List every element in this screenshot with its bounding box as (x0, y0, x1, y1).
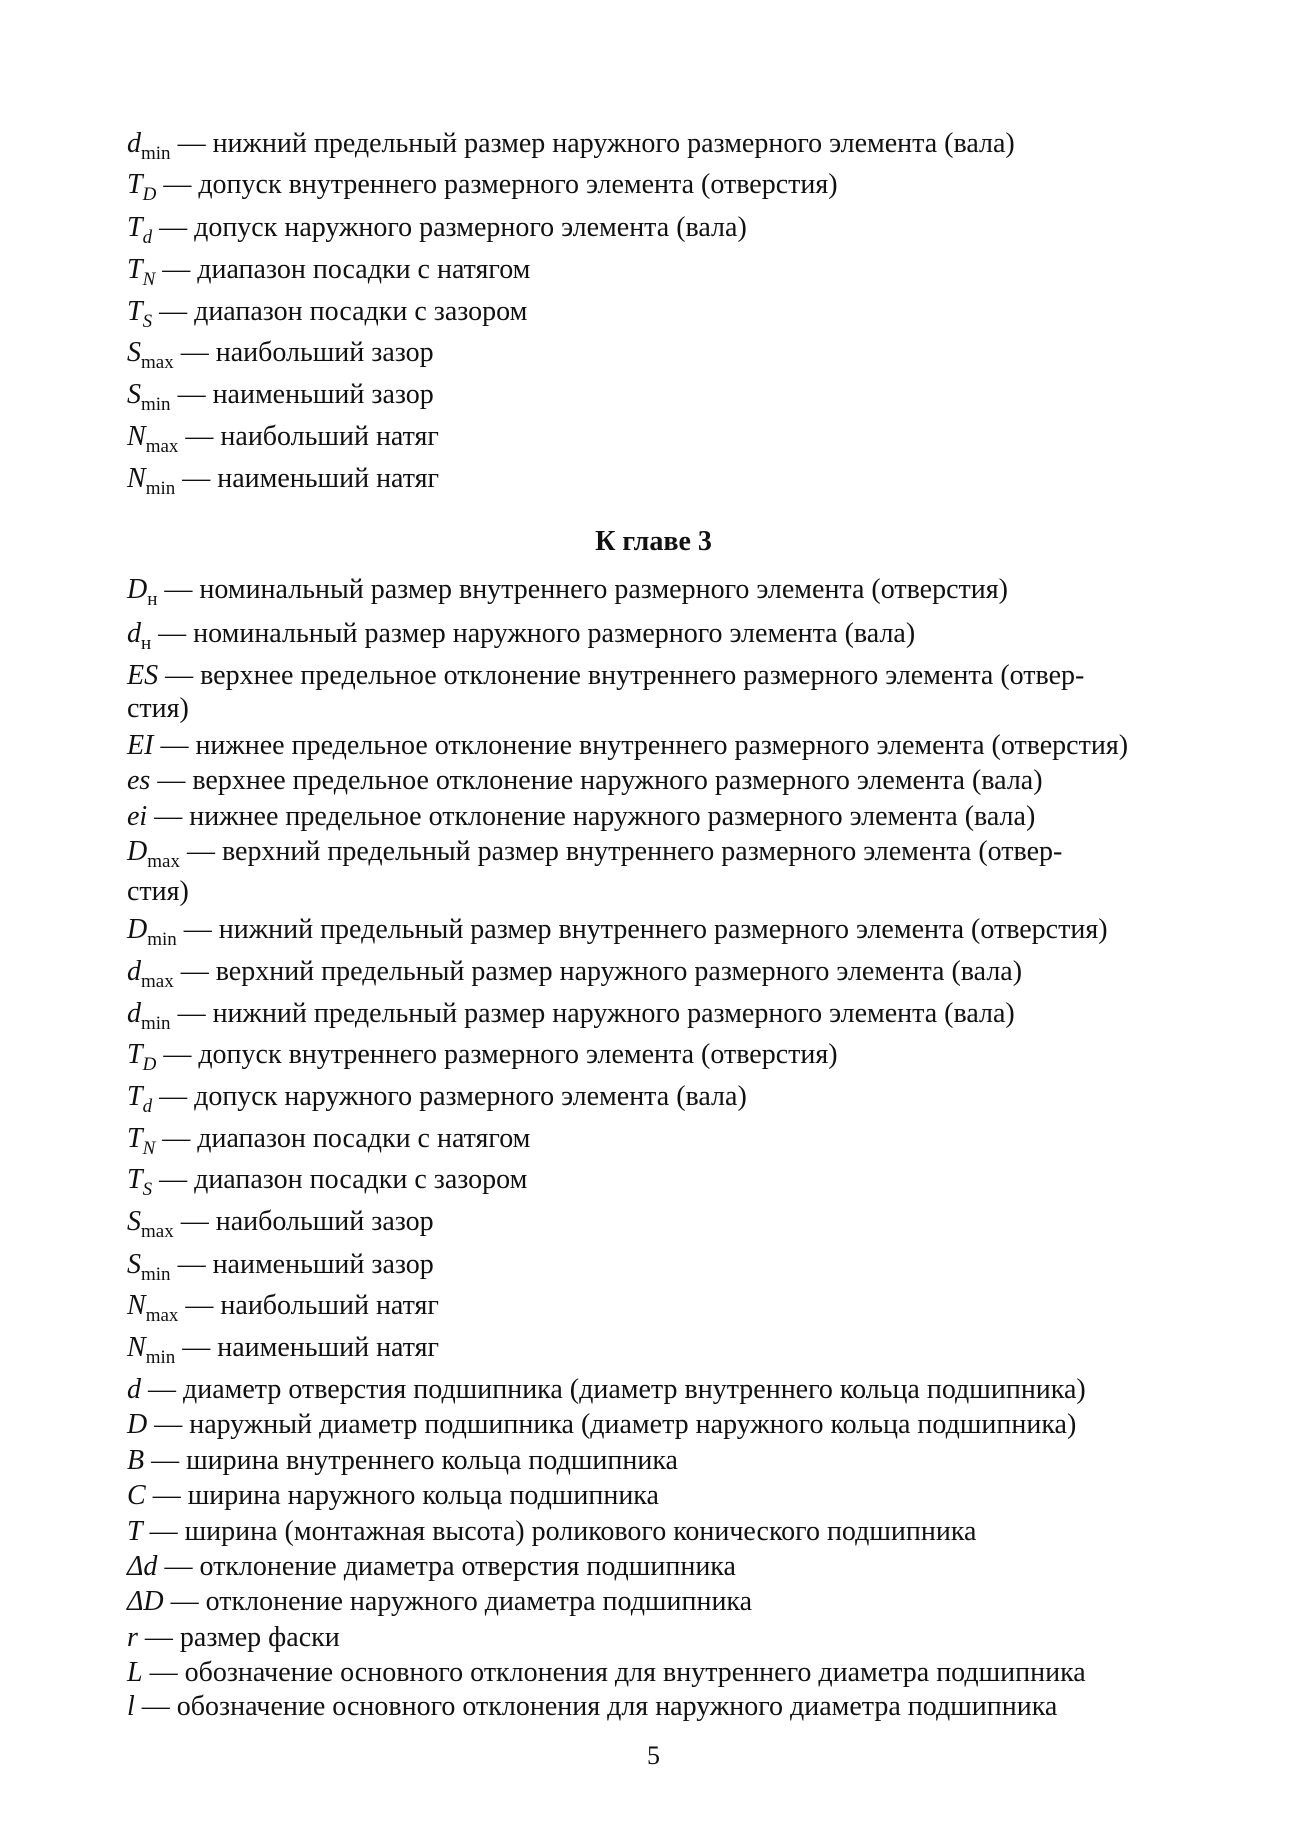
symbol: d (127, 956, 141, 988)
definition-text: — допуск наружного размерного элемента (вала) (152, 1081, 747, 1113)
symbol-definition (127, 1550, 736, 1584)
symbol-definition (127, 168, 838, 206)
symbol: N (127, 420, 146, 452)
symbol: S (127, 336, 141, 368)
symbol-subscript: max (145, 1305, 179, 1327)
symbol: C (127, 1480, 146, 1512)
symbol: T (127, 254, 143, 286)
symbol-definition (127, 1122, 531, 1159)
symbol: D (127, 574, 148, 605)
definition-text: — наименьший зазор (170, 1248, 434, 1280)
symbol-definition (127, 1289, 439, 1327)
symbol-definition (127, 1585, 752, 1619)
symbol: ei (127, 800, 148, 832)
definition-text: — обозначение основного отклонения для наружного диаметра подшипника (134, 1691, 1058, 1723)
symbol-definition (127, 955, 1023, 993)
symbol-definition (127, 336, 434, 373)
symbol: D (127, 835, 148, 867)
symbol: d (127, 617, 141, 649)
definition-text: — нижний предельный размер наружного размерного элемента (вала) (170, 997, 1015, 1029)
definition-text: — наибольший натяг (178, 1290, 439, 1322)
symbol-definition (127, 211, 747, 248)
symbol: D (127, 913, 148, 945)
definition-text: — номинальный размер наружного размерного элемента (вала) (151, 617, 916, 649)
definition-text: — номинальный размер внутреннего размерного элемента (отверстия) (157, 574, 1008, 605)
symbol: T (127, 1122, 143, 1154)
symbol: EI (127, 729, 154, 761)
symbol-definition (127, 659, 1084, 693)
symbol: d (127, 997, 141, 1029)
symbol-subscript: N (142, 269, 156, 291)
symbol-definition (127, 1656, 1086, 1690)
symbol-definition (127, 764, 1043, 798)
symbol-definition (127, 1444, 678, 1478)
symbol-subscript: d (142, 1096, 153, 1118)
symbol-subscript: N (142, 1137, 156, 1159)
definition-text: — нижний предельный размер наружного размерного элемента (вала) (170, 127, 1015, 159)
symbol-subscript: min (141, 1012, 171, 1034)
definition-text: — верхний предельный размер наружного размерного элемента (вала) (173, 956, 1023, 988)
symbol: T (127, 1164, 143, 1195)
symbol-subscript: min (141, 394, 171, 416)
symbol-subscript: d (142, 226, 153, 248)
definition-text: — наименьший натяг (175, 463, 439, 495)
definition-text: — допуск наружного размерного элемента (вала) (152, 211, 747, 243)
definition-text: — диапазон посадки с зазором (152, 295, 528, 327)
symbol: es (127, 765, 151, 797)
definition-text: — наименьший зазор (170, 379, 434, 411)
definition-text: — допуск внутреннего размерного элемента (отверстия) (156, 169, 838, 201)
definition-text: — обозначение основного отклонения для внутреннего диаметра подшипника (142, 1657, 1086, 1689)
definition-text: — отклонение диаметра отверстия подшипника (157, 1551, 736, 1583)
symbol: D (127, 1409, 148, 1441)
symbol-definition (127, 1038, 838, 1075)
definition-text: — наибольший натяг (178, 420, 439, 452)
symbol-definition (127, 1373, 1086, 1407)
section-heading: К главе 3 (595, 526, 712, 557)
symbol-subscript: S (142, 310, 153, 332)
symbol-definition (127, 800, 1035, 834)
symbol: T (127, 211, 143, 243)
symbol-definition (127, 1331, 439, 1368)
definition-text: — верхнее предельное отклонение внутреннего размерного элемента (отвер- (158, 660, 1085, 692)
definition-text: — наименьший натяг (175, 1331, 439, 1363)
symbol-definition (127, 378, 434, 416)
symbol-subscript: min (145, 478, 176, 500)
symbol: ES (127, 660, 159, 692)
symbol-definition (127, 420, 439, 457)
symbol: S (127, 1206, 141, 1238)
symbol-definition (127, 1408, 1076, 1442)
symbol-subscript: max (145, 435, 179, 457)
symbol: N (127, 463, 146, 495)
definition-text: — диаметр отверстия подшипника (диаметр внутреннего кольца подшипника) (141, 1374, 1086, 1406)
definition-text: — ширина (монтажная высота) роликового конического подшипника (142, 1515, 977, 1547)
definition-text: — диапазон посадки с натягом (155, 254, 531, 286)
symbol-definition (127, 253, 531, 291)
symbol: T (127, 1081, 143, 1113)
symbol-subscript: min (141, 142, 171, 164)
symbol-subscript: min (147, 928, 177, 950)
definition-text: — наружный диаметр подшипника (диаметр наружного кольца подшипника) (147, 1409, 1077, 1441)
symbol: Δd (127, 1551, 158, 1583)
definition-text: — наибольший зазор (173, 336, 434, 368)
definition-text: — ширина наружного кольца подшипника (145, 1480, 659, 1512)
definition-text: — ширина внутреннего кольца подшипника (144, 1444, 678, 1476)
symbol: d (127, 1374, 141, 1406)
symbol-subscript: max (141, 971, 174, 993)
symbol-definition (127, 729, 1128, 763)
definition-text-continued: стия) (127, 876, 189, 908)
symbol-subscript: min (145, 1346, 176, 1368)
symbol-definition (127, 1080, 747, 1118)
symbol-subscript: max (141, 351, 174, 373)
definition-text: — нижнее предельное отклонение наружного размерного элемента (вала) (147, 800, 1036, 832)
symbol-definition (127, 295, 528, 332)
definition-text: — нижнее предельное отклонение внутреннего размерного элемента (отверстия) (153, 729, 1129, 761)
symbol-subscript: max (141, 1221, 174, 1243)
symbol: r (127, 1621, 138, 1653)
definition-text: — диапазон посадки с зазором (152, 1164, 528, 1195)
symbol-subscript: D (142, 1053, 157, 1075)
definition-text: — отклонение наружного диаметра подшипника (163, 1586, 753, 1618)
symbol-subscript: max (147, 850, 180, 872)
symbol: T (127, 1038, 143, 1070)
definition-text: — допуск внутреннего размерного элемента (отверстия) (156, 1038, 838, 1070)
symbol: N (127, 1331, 146, 1363)
definition-text: — верхнее предельное отклонение наружного размерного элемента (вала) (150, 765, 1043, 797)
symbol: d (127, 127, 141, 159)
definition-text: — наибольший зазор (173, 1206, 434, 1238)
page-number: 5 (647, 1741, 660, 1770)
symbol-definition (127, 913, 1108, 950)
definition-text: — нижний предельный размер внутреннего размерного элемента (отверстия) (176, 913, 1108, 945)
symbol-subscript: н (141, 632, 152, 654)
symbol-definition (127, 1515, 976, 1549)
symbol-definition (127, 1621, 340, 1655)
symbol: T (127, 295, 143, 327)
symbol-subscript: н (147, 589, 158, 610)
definition-text: — размер фаски (137, 1621, 340, 1653)
symbol-definition (127, 1163, 528, 1200)
symbol-definition (127, 617, 916, 654)
definition-text-continued: стия) (127, 693, 189, 725)
symbol-subscript: min (141, 1263, 171, 1285)
symbol-definition (127, 127, 1015, 164)
symbol-definition (127, 1690, 1057, 1724)
symbol: L (127, 1657, 143, 1689)
definition-text: — верхний предельный размер внутреннего размерного элемента (отвер- (179, 835, 1063, 867)
symbol-definition (127, 462, 439, 500)
symbol-definition (127, 835, 1063, 872)
symbol: T (127, 1515, 143, 1547)
symbol: T (127, 169, 143, 201)
symbol-subscript: S (142, 1179, 153, 1200)
symbol-definition (127, 573, 1008, 610)
symbol: B (127, 1444, 145, 1476)
symbol: l (127, 1691, 135, 1723)
definition-text: — диапазон посадки с натягом (155, 1122, 531, 1154)
symbol: S (127, 1248, 141, 1280)
symbol-definition (127, 1205, 434, 1243)
symbol: N (127, 1290, 146, 1322)
symbol-definition (127, 1479, 659, 1513)
symbol-subscript: D (142, 184, 157, 206)
symbol: S (127, 379, 141, 411)
symbol: ΔD (127, 1586, 164, 1618)
symbol-definition (127, 1248, 434, 1285)
symbol-definition (127, 997, 1015, 1034)
